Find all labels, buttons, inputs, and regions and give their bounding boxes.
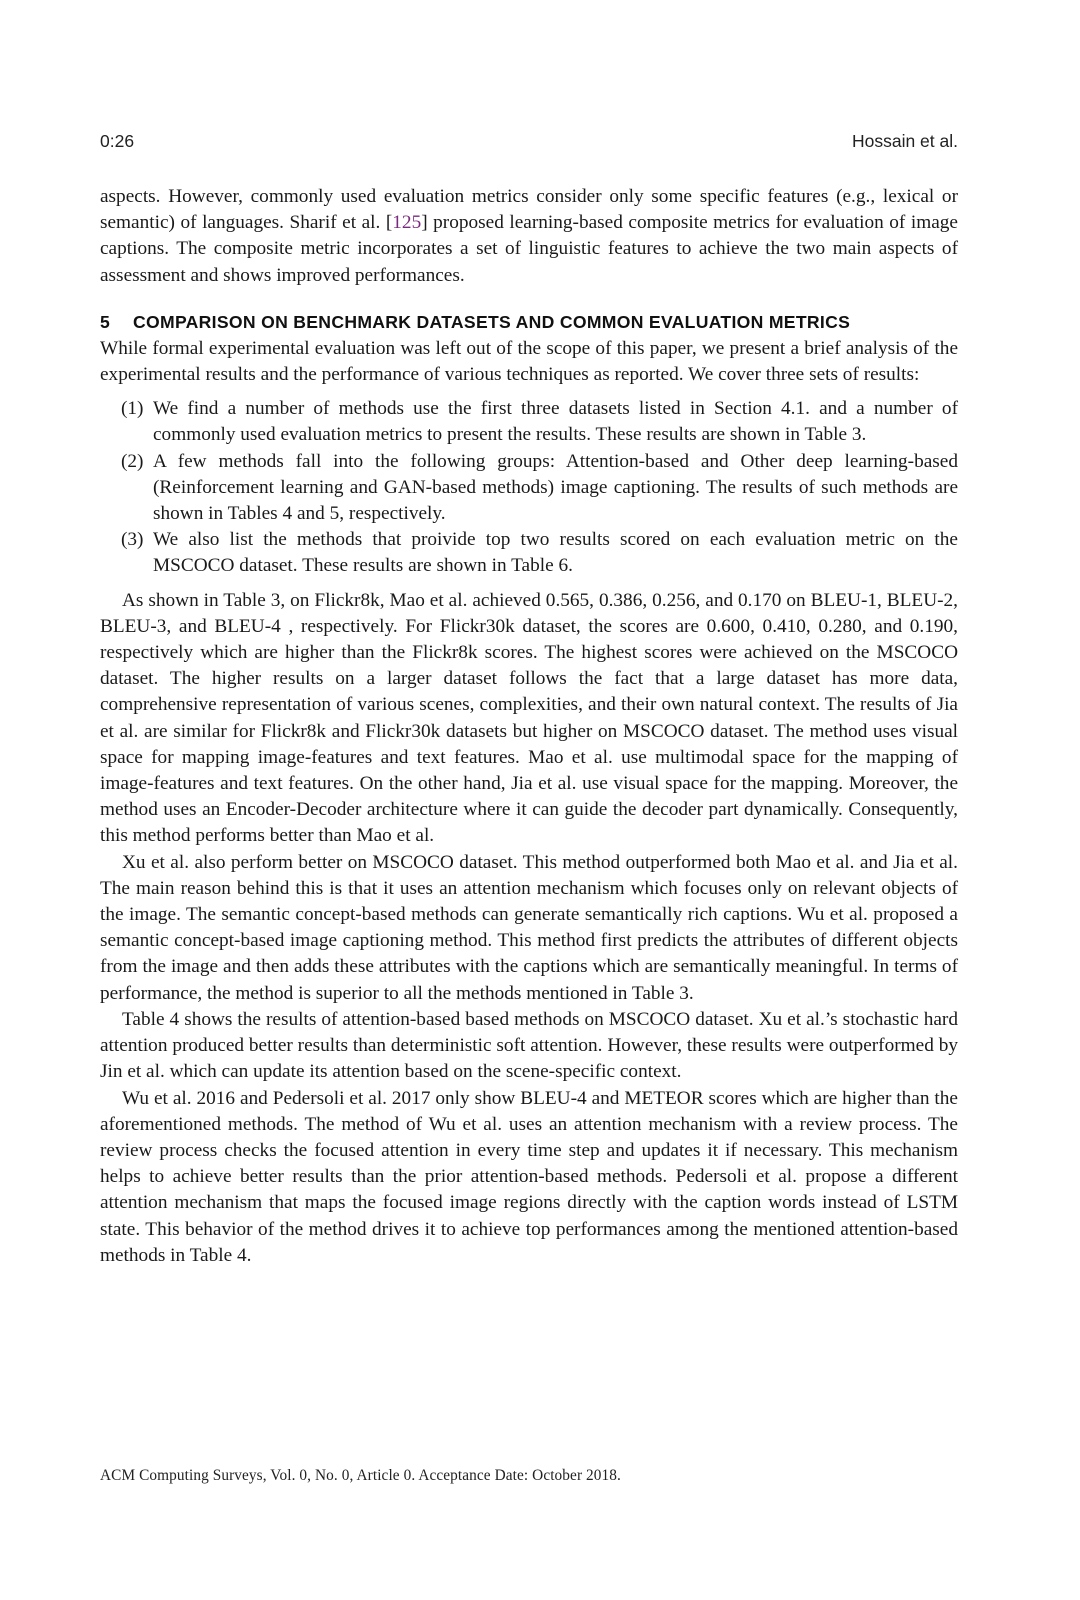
paragraph-table3-analysis: As shown in Table 3, on Flickr8k, Mao et al. achieved 0.565, 0.386, 0.256, and 0.170 on BLEU-1, BLEU-2, BLEU-3, and BLEU-4 , respectively. For Flickr30k dataset, the scores are 0.600, 0.410, 0.280, and 0.190, respectively which are higher than the Flickr8k scores. The highest scores were achieved on the MSCOCO dataset. The higher results on a larger dataset follows the fact that a large dataset has more data, comprehensive representation of various scenes, complexities, and their own natural context. The results of Jia et al. are similar for Flickr8k and Flickr30k datasets but higher on MSCOCO dataset. The method uses visual space for mapping image-features and text features. Mao et al. use multimodal space for the mapping of image-features and text features. On the other hand, Jia et al. use visual space for the mapping. Moreover, the method uses an Encoder-Decoder architecture where it can guide the decoder part dynamically. Consequently, this method performs better than Mao et al. (100, 589, 958, 847)
list-marker: (3) (121, 529, 144, 551)
section-heading (100, 309, 958, 335)
intro-paragraph: aspects. However, commonly used evaluation metrics consider only some specific features (e.g., lexical or semantic) of languages. Sharif et al. [125] proposed learning-based composite metrics for evaluation of image captions. The composite metric incorporates a set of linguistic features to achieve the two main aspects of assessment and shows improved performances. (100, 186, 958, 286)
list-marker: (1) (121, 398, 144, 420)
paragraph-wu-pedersoli: Wu et al. 2016 and Pedersoli et al. 2017 only show BLEU-4 and METEOR scores which are higher than the aforementioned methods. The method of Wu et al. uses an attention mechanism with a review process. The review process checks the focused attention in every time step and updates it if necessary. This mechanism helps to achieve better results than the prior attention-based methods. Pedersoli et al. propose a different attention mechanism that maps the focused image regions directly with the caption words instead of LSTM state. This behavior of the method drives it to achieve top performances among the mentioned attention-based methods in Table 4. (100, 1087, 958, 1266)
section-lead-paragraph: While formal experimental evaluation was left out of the scope of this paper, we present a brief analysis of the experimental results and the performance of various techniques as reported. We cover three sets of results: (100, 337, 958, 386)
list-item-text: We find a number of methods use the first three datasets listed in Section 4.1. and a number of commonly used evaluation metrics to present the results. These results are shown in Table 3. (153, 398, 958, 446)
list-item (100, 449, 958, 528)
list-item (100, 527, 958, 579)
running-authors: Hossain et al. (851, 131, 958, 151)
running-header (100, 131, 958, 155)
section-title: COMPARISON ON BENCHMARK DATASETS AND COMMON EVALUATION METRICS (133, 311, 851, 332)
list-item (100, 396, 958, 448)
citation-link[interactable]: 125 (392, 212, 422, 234)
paragraph-table4-attention: Table 4 shows the results of attention-based based methods on MSCOCO dataset. Xu et al.’s stochastic hard attention produced better results than deterministic soft attention. However, these results were outperformed by Jin et al. which can update its attention based on the scene-specific context. (100, 1008, 958, 1083)
paragraph-xu-et-al: Xu et al. also perform better on MSCOCO dataset. This method outperformed both Mao et al. and Jia et al. The main reason behind this is that it uses an attention mechanism which focuses only on relevant objects of the image. The semantic concept-based methods can generate semantically rich captions. Wu et al. proposed a semantic concept-based image captioning method. This method first predicts the attributes of different objects from the image and then adds these attributes with the captions which are semantically meaningful. In terms of performance, the method is superior to all the methods mentioned in Table 3. (100, 851, 958, 1004)
list-marker: (2) (121, 450, 144, 472)
results-list (100, 396, 958, 579)
page-footer: ACM Computing Surveys, Vol. 0, No. 0, Article 0. Acceptance Date: October 2018. (100, 1467, 621, 1484)
list-item-text: We also list the methods that proivide top two results scored on each evaluation metric on the MSCOCO dataset. These results are shown in Table 6. (153, 529, 958, 577)
section-number: 5 (100, 311, 111, 332)
page-number: 0:26 (100, 131, 135, 151)
list-item-text: A few methods fall into the following groups: Attention-based and Other deep learning-based (Reinforcement learning and GAN-based methods) image captioning. The results of such methods are shown in Tables 4 and 5, respectively. (153, 450, 958, 525)
body-text (100, 184, 958, 1269)
